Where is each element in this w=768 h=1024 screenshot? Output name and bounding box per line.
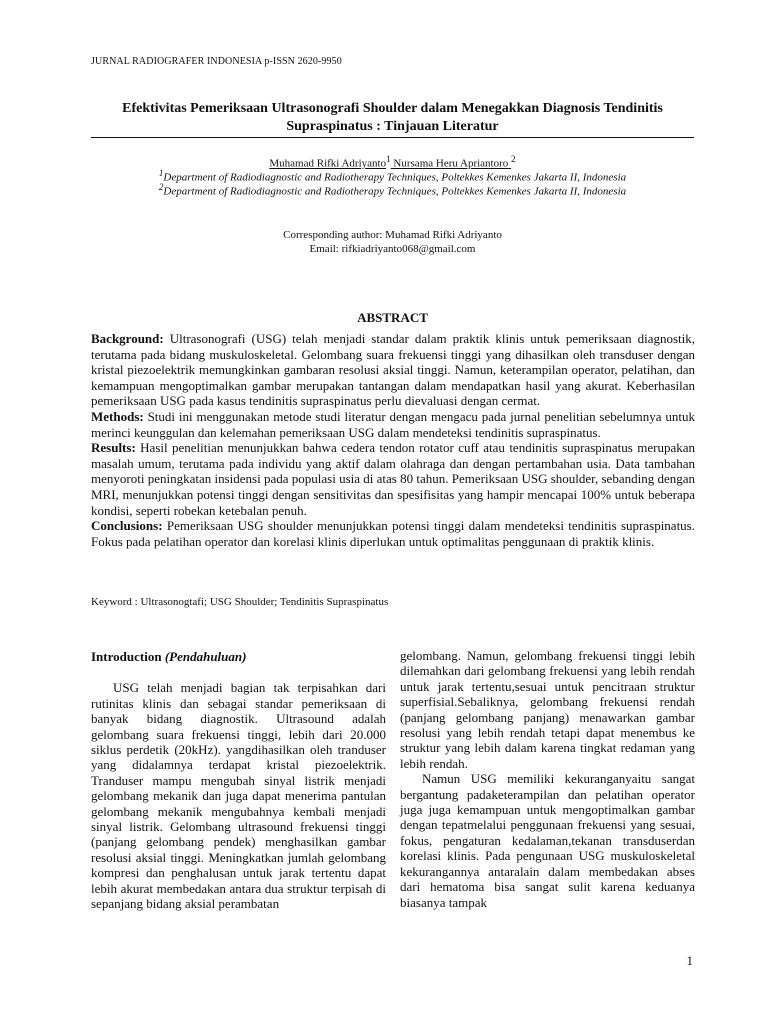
introduction-heading-italic: (Pendahuluan) xyxy=(164,649,247,664)
background-text: Ultrasonografi (USG) telah menjadi standar dalam praktik klinis untuk pemeriksaan diagnostik, terutama pada bidang muskuloskeletal. Gelombang suara frekuensi tinggi yang dihasilkan oleh transduser dengan kristal piezoelektrik memungkinkan gambaran resolusi aksial tinggi. Namun, keterampilan operator, pelatihan, dan kemampuan mengoptimalkan gambar merupakan tantangan dalam mendapatkan hasil yang akurat. Keberhasilan pemeriksaan USG pada kasus tendinitis supraspinatus perlu dievaluasi dengan cermat. xyxy=(91,331,695,409)
affiliation-1-text: Department of Radiodiagnostic and Radiotherapy Techniques, Poltekkes Kemenkes Jakarta II, Indonesia xyxy=(163,171,627,184)
results-text: Hasil penelitian menunjukkan bahwa cedera tendon rotator cuff atau tendinitis supraspinatus merupakan masalah umum, terutama pada individu yang aktif dalam olahraga dan dengan pertambahan usia. Data tambahan menyoroti peningkatan insidensi pada populasi usia di atas 80 tahun. Pemeriksaan USG shoulder, sebanding dengan MRI, menunjukkan potensi tinggi dengan sensitivitas dan spesifisitas yang hampir mencapai 100% untuk beberapa kondisi, seperti robekan ketebalan penuh. xyxy=(91,440,695,518)
author-2: Nursama Heru Apriantoro xyxy=(390,157,512,170)
paper-title: Efektivitas Pemeriksaan Ultrasonografi Shoulder dalam Menegakkan Diagnosis Tendinitis Supraspinatus : Tinjauan Literatur xyxy=(122,101,663,134)
abstract-conclusions xyxy=(91,518,695,549)
conclusions-text: Pemeriksaan USG shoulder menunjukkan potensi tinggi dalam mendeteksi tendinitis supraspinatus. Fokus pada pelatihan operator dan korelasi klinis diperlukan untuk optimalitas penggunaan di praktik klinis. xyxy=(91,518,695,549)
affiliation-1-mark: 1 xyxy=(158,168,164,178)
abstract-background xyxy=(91,331,695,409)
author-1: Muhamad Rifki Adriyanto xyxy=(269,157,387,170)
methods-label: Methods: xyxy=(91,408,144,424)
page-number: 1 xyxy=(686,953,693,968)
abstract-body xyxy=(91,331,695,549)
corresponding-email: Email: rifkiadriyanto068@gmail.com xyxy=(309,243,476,255)
introduction-paragraph-1-continued: gelombang. Namun, gelombang frekuensi tinggi lebih dilemahkan dari gelombang frekuensi yang lebih rendah untuk jarak tertentu,sesuai untuk pencitraan struktur superfisial.Sebaliknya, gelombang frekuensi rendah (panjang gelombang panjang) menawarkan gambar resolusi yang lebih rendah tetapi dapat menembus ke struktur yang lebih dalam karena tingkat redaman yang lebih rendah. xyxy=(400,648,695,771)
title-divider xyxy=(91,137,694,138)
abstract-results xyxy=(91,440,695,518)
author-2-affiliation-mark: 2 xyxy=(511,154,516,164)
affiliation-2-text: Department of Radiodiagnostic and Radiotherapy Techniques, Poltekkes Kemenkes Jakarta II, Indonesia xyxy=(163,185,627,198)
introduction-paragraph-2: Namun USG memiliki kekuranganyaitu sangat bergantung padaketerampilan dan pelatihan operator juga juga kemampuan untuk mengoptimalkan gambar dengan tepatmelalui penggunaan frekuensi yang sesuai, fokus, pengaturan kedalaman,tekanan transduserdan korelasi klinis. Pada pengunaan USG muskuloskeletal kekurangannya antaralain dalam membedakan abses dari hematoma bisa sangat sulit karena keduanya biasanya tampak xyxy=(400,771,695,910)
keywords: Keyword : Ultrasonogtafi; USG Shoulder; Tendinitis Supraspinatus xyxy=(91,596,389,608)
introduction-paragraph-1: USG telah menjadi bagian tak terpisahkan dari rutinitas klinis dan sebagai standar pemeriksaan di banyak bidang diagnostik. Ultrasound adalah gelombang suara frekuensi tinggi, lebih dari 20.000 siklus perdetik (20kHz). yangdihasilkan oleh tranduser yang didalamnya terdapat kristal piezoelektrik. Tranduser mampu mengubah sinyal listrik menjadi gelombang mekanik dan juga dapat menerima pantulan gelombang mekanik mengubahnya kembali menjadi sinyal listrik. Gelombang ultrasound frekuensi tinggi (panjang gelombang pendek) menghasilkan gambar resolusi aksial tinggi. Meningkatkan jumlah gelombang kompresi dan penghalusan untuk jarak tertentu dapat lebih akurat membedakan antara dua struktur terpisah di sepanjang bidang aksial perambatan xyxy=(91,680,386,912)
corresponding-author: Corresponding author: Muhamad Rifki Adriyanto xyxy=(283,229,502,241)
results-label: Results: xyxy=(91,440,136,456)
journal-header: JURNAL RADIOGRAFER INDONESIA p-ISSN 2620-9950 xyxy=(91,56,342,67)
affiliation-2 xyxy=(91,180,694,199)
background-label: Background: xyxy=(91,331,164,346)
body-column-left xyxy=(91,648,386,912)
abstract-methods xyxy=(91,409,695,440)
introduction-heading xyxy=(91,649,386,664)
author-1-affiliation-mark: 1 xyxy=(386,154,391,164)
abstract-heading: ABSTRACT xyxy=(357,310,428,325)
body-column-right xyxy=(400,648,695,910)
methods-text: Studi ini menggunakan metode studi literatur dengan mengacu pada jurnal penelitian sebelumnya untuk merinci keunggulan dan kelemahan pemeriksaan USG dalam mendeteksi tendinitis supraspinatus. xyxy=(91,408,695,440)
affiliation-2-mark: 2 xyxy=(158,182,164,192)
introduction-heading-text: Introduction xyxy=(91,649,165,664)
conclusions-label: Conclusions: xyxy=(91,518,163,534)
